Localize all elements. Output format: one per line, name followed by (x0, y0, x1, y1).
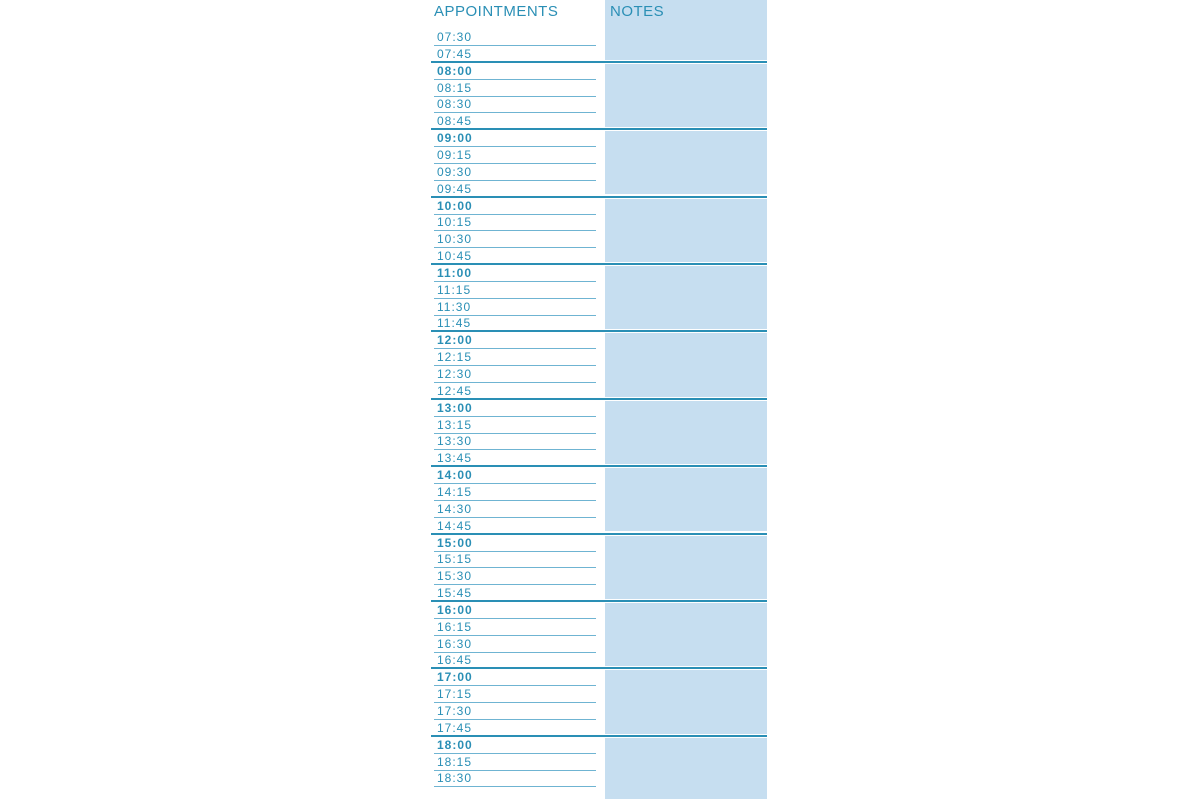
time-slot[interactable] (431, 551, 597, 568)
time-slot[interactable] (431, 63, 597, 80)
notes-block[interactable] (605, 401, 767, 464)
time-slot[interactable] (431, 433, 597, 450)
time-slot[interactable] (431, 703, 597, 720)
time-slot[interactable] (431, 400, 597, 417)
time-slot[interactable] (431, 484, 597, 501)
time-label: 10:00 (437, 198, 473, 213)
time-slot[interactable] (431, 130, 597, 147)
time-slot[interactable] (431, 96, 597, 113)
time-label: 08:45 (437, 114, 473, 129)
time-label: 15:45 (437, 586, 473, 601)
time-slot[interactable] (431, 737, 597, 754)
time-slot[interactable] (431, 214, 597, 231)
time-label: 12:15 (437, 350, 473, 365)
hour-separator (431, 398, 767, 400)
time-label: 12:45 (437, 383, 473, 398)
time-slot[interactable] (431, 80, 597, 97)
time-slot[interactable] (431, 770, 597, 787)
time-label: 14:00 (437, 468, 473, 483)
time-label: 08:15 (437, 80, 473, 95)
time-slot[interactable] (431, 147, 597, 164)
hour-separator (431, 533, 767, 535)
notes-block[interactable] (605, 199, 767, 262)
time-label: 07:30 (437, 30, 473, 44)
time-label: 15:30 (437, 569, 473, 584)
time-label: 08:30 (437, 97, 473, 112)
hour-separator (431, 667, 767, 669)
time-label: 17:45 (437, 720, 473, 735)
time-label: 14:45 (437, 518, 473, 533)
time-label: 16:30 (437, 636, 473, 651)
time-label: 18:30 (437, 771, 473, 786)
time-slot[interactable] (431, 198, 597, 215)
time-label: 10:15 (437, 215, 473, 230)
time-slot[interactable] (431, 299, 597, 316)
notes-block[interactable] (605, 738, 767, 799)
time-slot[interactable] (431, 568, 597, 585)
slot-divider (434, 786, 596, 787)
notes-block[interactable] (605, 266, 767, 329)
time-label: 11:45 (437, 316, 472, 331)
notes-block[interactable] (605, 64, 767, 127)
time-slot[interactable] (431, 265, 597, 282)
time-label: 14:30 (437, 501, 473, 516)
time-slot[interactable] (431, 636, 597, 653)
time-slot[interactable] (431, 164, 597, 181)
hour-separator (431, 600, 767, 602)
time-label: 12:00 (437, 333, 473, 348)
time-label: 16:45 (437, 653, 473, 668)
notes-block[interactable] (605, 603, 767, 666)
hour-separator (431, 465, 767, 467)
time-slot[interactable] (431, 754, 597, 771)
time-slot[interactable] (431, 602, 597, 619)
day-planner-page (431, 0, 767, 800)
time-label: 09:15 (437, 147, 473, 162)
hour-separator (431, 196, 767, 198)
time-slot[interactable] (431, 332, 597, 349)
time-label: 10:30 (437, 232, 473, 247)
appointments-header: APPOINTMENTS (434, 3, 559, 20)
time-slot[interactable] (431, 686, 597, 703)
time-slot[interactable] (431, 467, 597, 484)
notes-header: NOTES (610, 3, 665, 20)
time-label: 15:00 (437, 535, 473, 550)
time-slot[interactable] (431, 669, 597, 686)
notes-column (605, 0, 767, 800)
time-label: 09:45 (437, 181, 473, 196)
time-label: 11:00 (437, 265, 473, 280)
hour-separator (431, 128, 767, 130)
time-slot[interactable] (431, 501, 597, 518)
notes-block[interactable] (605, 670, 767, 733)
time-label: 13:30 (437, 434, 473, 449)
time-slot[interactable] (431, 417, 597, 434)
hour-separator (431, 263, 767, 265)
time-label: 15:15 (437, 552, 473, 567)
time-label: 11:30 (437, 299, 472, 314)
time-label: 08:00 (437, 63, 473, 78)
notes-block[interactable] (605, 131, 767, 194)
time-label: 09:30 (437, 164, 473, 179)
hour-separator (431, 330, 767, 332)
time-label: 16:15 (437, 619, 473, 634)
notes-block[interactable] (605, 468, 767, 531)
hour-separator (431, 61, 767, 63)
time-label: 10:45 (437, 249, 473, 264)
notes-block[interactable] (605, 333, 767, 396)
time-label: 16:00 (437, 602, 473, 617)
time-slot[interactable] (431, 619, 597, 636)
time-slot[interactable] (431, 231, 597, 248)
time-label: 14:15 (437, 484, 473, 499)
hour-separator (431, 735, 767, 737)
time-label: 09:00 (437, 131, 473, 146)
time-label: 07:45 (437, 46, 473, 61)
time-slot[interactable] (431, 366, 597, 383)
time-slot[interactable] (431, 535, 597, 552)
time-slot[interactable] (431, 282, 597, 299)
time-label: 18:00 (437, 737, 473, 752)
time-label: 11:15 (437, 282, 472, 297)
time-label: 17:00 (437, 670, 473, 685)
time-label: 18:15 (437, 754, 473, 769)
time-slot[interactable] (431, 349, 597, 366)
time-label: 17:30 (437, 704, 473, 718)
time-label: 17:15 (437, 687, 473, 702)
time-label: 13:00 (437, 400, 473, 415)
time-label: 13:15 (437, 417, 473, 432)
time-label: 13:45 (437, 451, 473, 466)
time-label: 12:30 (437, 367, 473, 381)
time-slot[interactable] (431, 29, 597, 46)
notes-block[interactable] (605, 536, 767, 599)
